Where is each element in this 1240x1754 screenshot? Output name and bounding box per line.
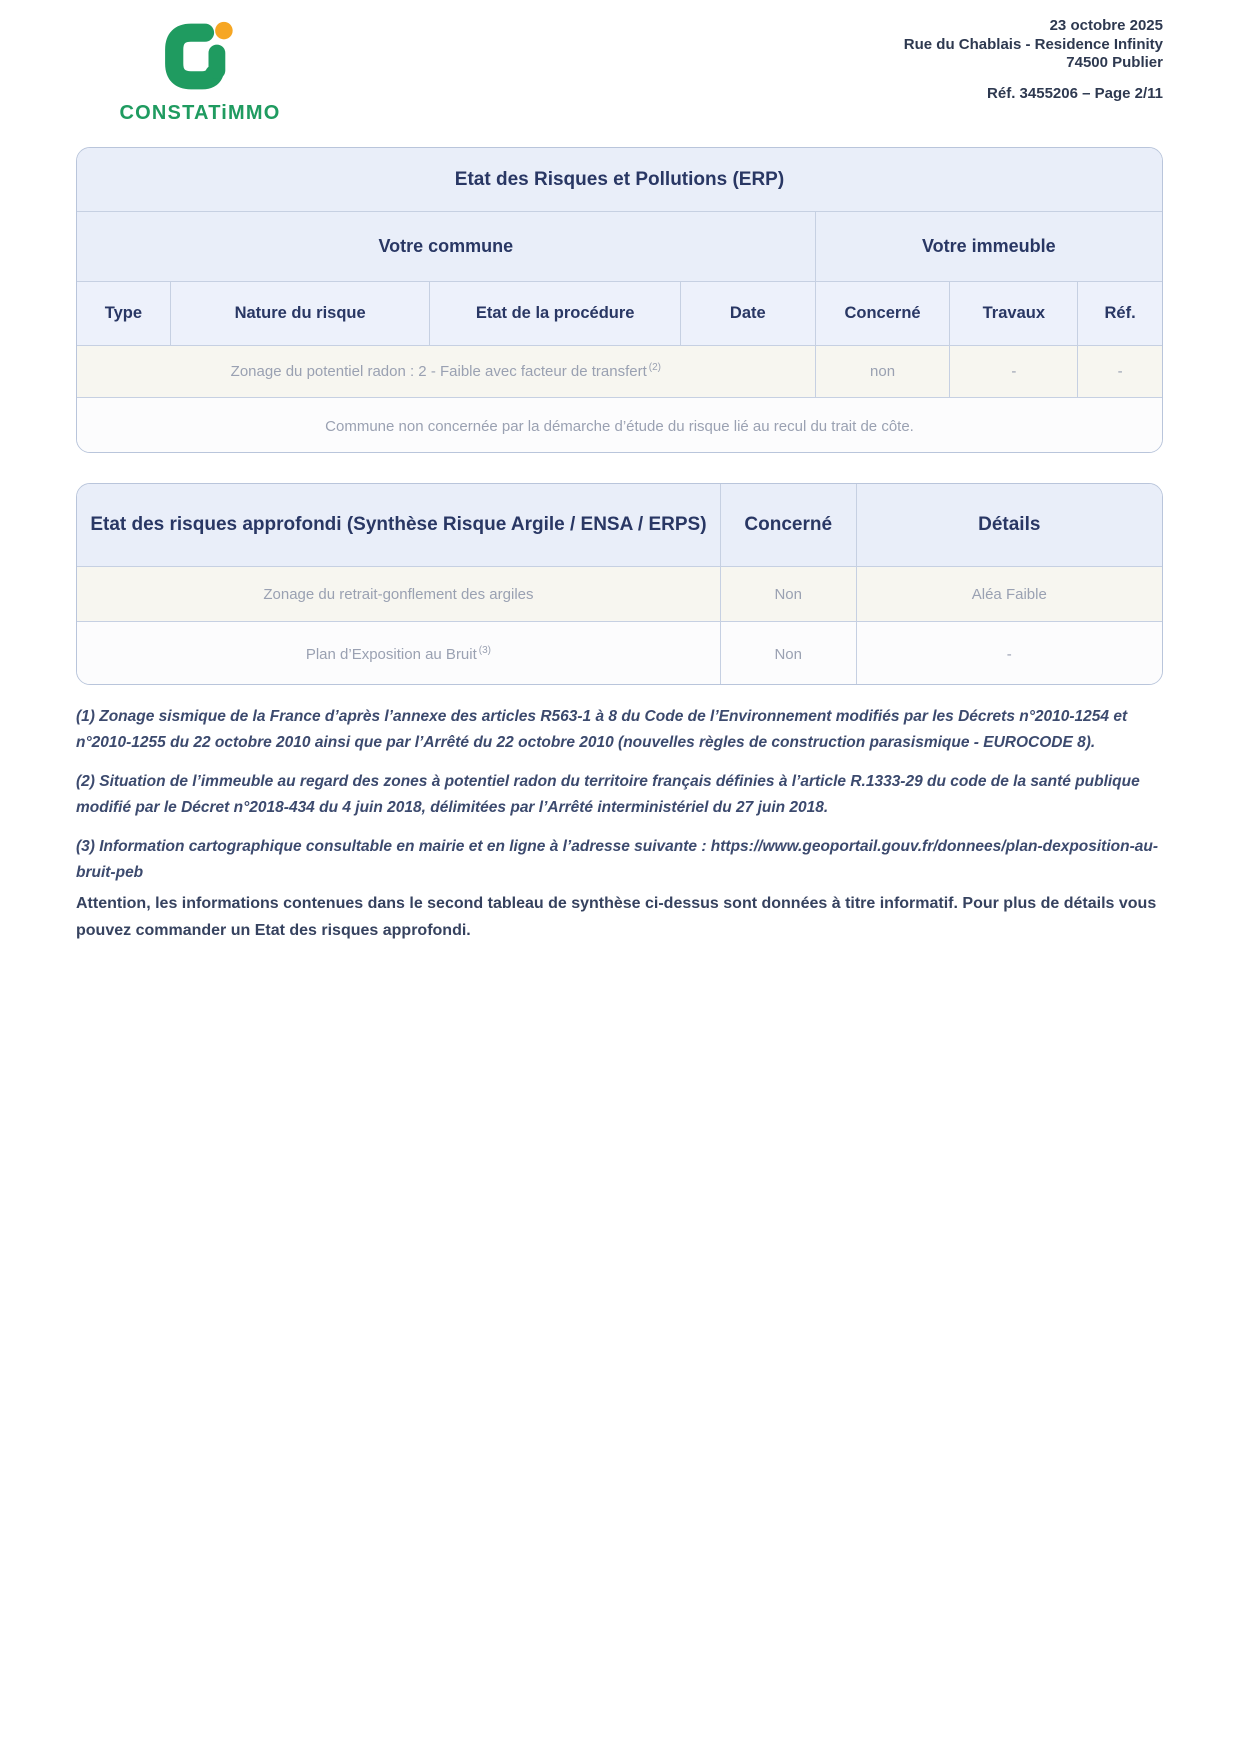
footnotes-block — [76, 704, 1168, 899]
argile-concerne-value: Non — [720, 567, 856, 621]
radon-travaux-value: - — [949, 346, 1077, 397]
coastline-note-row — [77, 397, 1162, 453]
footnote-2: (2) Situation de l’immeuble au regard des zones à potentiel radon du territoire français définies à l’article R.1333-29 du code de la santé publique modifié par le Décret n°2018-434 du 4 juin 2018, délimitées par l’Arrêté interministériel du 27 juin 2018. — [76, 773, 1140, 816]
radon-row — [77, 345, 1162, 397]
radon-ref-value: - — [1077, 346, 1162, 397]
brand-name: CONSTATiMMO — [119, 102, 281, 124]
footnote-3: (3) Information cartographique consultable en mairie et en ligne à l’adresse suivante : https://www.geoportail.gouv.fr/donnees/plan-dexposition-au-bruit-peb — [76, 838, 1159, 881]
argile-details-value: Aléa Faible — [856, 567, 1162, 621]
col-header-nature: Nature du risque — [170, 282, 430, 345]
bruit-concerne-value: Non — [720, 622, 856, 685]
radon-concerne-value: non — [815, 346, 950, 397]
coastline-note-text: Commune non concernée par la démarche d’étude du risque lié au recul du trait de côte. — [325, 417, 914, 435]
constatimmo-logo-icon — [163, 20, 233, 93]
bruit-label — [77, 622, 720, 685]
col-header-ref: Réf. — [1077, 282, 1162, 345]
attention-paragraph: Attention, les informations contenues dans le second tableau de synthèse ci-dessus sont données à titre informatif. Pour plus de détails vous pouvez commander un Etat des risques approfondi. — [76, 895, 1157, 939]
footnote-1: (1) Zonage sismique de la France d’après l’annexe des articles R563-1 à 8 du Code de l’Environnement modifiés par les Décrets n°2010-1254 et n°2010-1255 du 22 octobre 2010 ainsi que par l’Arrêté du 22 octobre 2010 (nouvelles règles de construction parasismique - EUROCODE 8). — [76, 708, 1128, 751]
doc-address-line2: 74500 Publier — [1066, 54, 1163, 71]
approfondi-col-details: Détails — [856, 484, 1162, 566]
erp-table-title-row — [77, 148, 1162, 211]
approfondi-col-concerne: Concerné — [720, 484, 856, 566]
doc-date: 23 octobre 2025 — [1049, 17, 1163, 34]
footnote-marker-2: (2) — [648, 362, 661, 373]
col-header-procedure: Etat de la procédure — [429, 282, 680, 345]
approfondi-title: Etat des risques approfondi (Synthèse Risque Argile / ENSA / ERPS) — [90, 514, 707, 535]
col-header-date: Date — [680, 282, 815, 345]
bruit-row — [77, 621, 1162, 685]
erp-column-header-row — [77, 281, 1162, 345]
footnote-marker-3: (3) — [478, 644, 492, 656]
approfondi-table — [76, 483, 1163, 685]
col-header-type: Type — [104, 304, 143, 322]
doc-ref-page: Réf. 3455206 – Page 2/11 — [987, 85, 1163, 102]
erp-section-row — [77, 211, 1162, 281]
bruit-label-text: Plan d’Exposition au Bruit — [305, 645, 477, 663]
radon-label — [77, 346, 815, 397]
bruit-details-value: - — [856, 622, 1162, 685]
doc-address-line1: Rue du Chablais - Residence Infinity — [903, 35, 1163, 53]
doc-meta-block — [904, 17, 1163, 73]
erp-table-title: Etat des Risques et Pollutions (ERP) — [454, 168, 785, 190]
section-votre-commune: Votre commune — [378, 236, 514, 256]
argile-row — [77, 566, 1162, 621]
erp-table — [76, 147, 1163, 453]
col-header-travaux: Travaux — [949, 282, 1077, 345]
section-votre-immeuble: Votre immeuble — [815, 212, 1162, 281]
radon-label-text: Zonage du potentiel radon : 2 - Faible avec facteur de transfert — [230, 363, 647, 380]
approfondi-header-row — [77, 484, 1162, 566]
col-header-concerne: Concerné — [815, 282, 950, 345]
argile-label: Zonage du retrait-gonflement des argiles — [263, 585, 534, 603]
